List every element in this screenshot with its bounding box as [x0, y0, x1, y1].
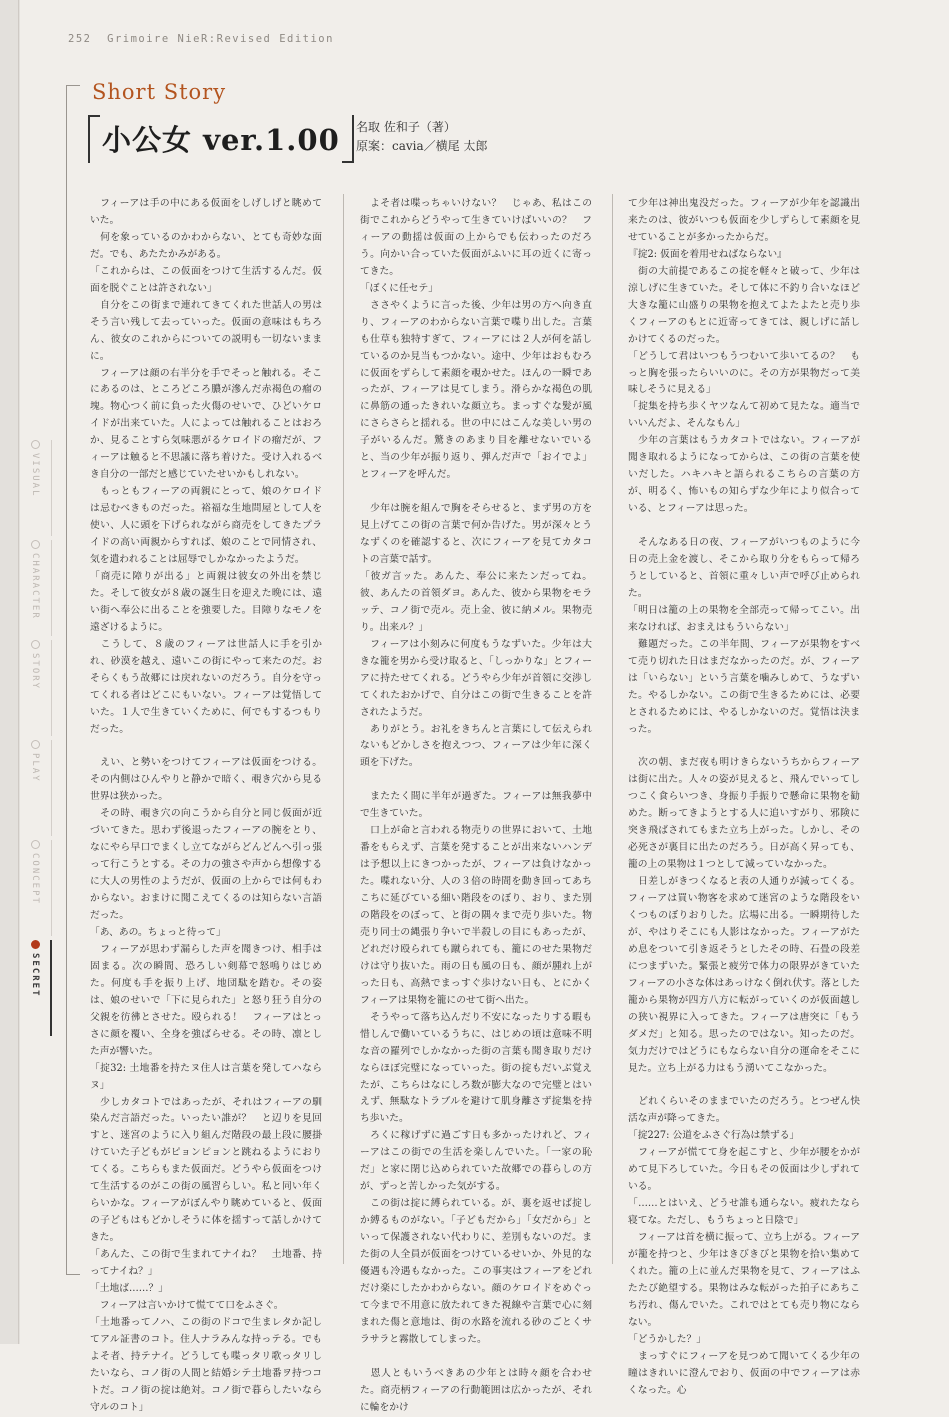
- paragraph: 日差しがきつくなると表の人通りが減ってくる。フィーアは買い物客を求めて迷宮のような階段をいくつものぼりおりした。広場に出る。一瞬期待したが、やはりそこにも人影はなかった。フィーアがため息をついて引き返そうとしたその時、石畳の段差につまずいた。緊張と疲労で体力の限界がきていたフィーアの小さな体はあっけなく倒れ伏す。落とした籠から果物が四方八方に転がっていくのが仮面越しの狭い視界に入ってきた。フィーアは唐突に「もうダメだ」と知る。思ったのではない。知ったのだ。気力だけではどうにもならない自分の運命をそこに見た。立ち上がる力はもう湧いてこなかった。: [628, 876, 860, 1074]
- paragraph: よそ者は喋っちゃいけない？ じゃあ、私はこの街でこれからどうやって生きていけばいいの？ フィーアの動揺は仮面の上からでも伝わったのだろう。向かい合っていた仮面がふいに耳の近くに寄ってきた。: [360, 198, 592, 277]
- paragraph: フィーアが思わず漏らした声を聞きつけ、相手は固まる。次の瞬間、恐ろしい剣幕で怒鳴りはじめた。何度も手を振り上げ、地団駄を踏む。その姿は、娘のせいで「下に見られた」と怒り狂う自分の父親を彷彿とさせた。殴られる！ フィーアはとっさに顔を覆い、全身を強ばらせる。その時、凛とした声が響いた。: [90, 943, 322, 1057]
- paragraph-gap: [360, 772, 592, 789]
- title-bracket-right: [342, 115, 354, 163]
- paragraph: 「掟集を持ち歩くヤツなんて初めて見たな。適当でいいんだよ、そんなもん」: [628, 401, 860, 430]
- paragraph: 「どうして君はいつもうつむいて歩いてるの？ もっと胸を張ったらいいのに。その方が果物だって美味しそうに見える」: [628, 350, 860, 396]
- circle-icon: [31, 740, 40, 749]
- side-nav-label: VISUAL: [30, 453, 40, 498]
- side-nav-separator: [51, 740, 52, 836]
- side-nav-item-character[interactable]: [26, 540, 44, 640]
- paragraph: 「ぼくに任セテ」: [360, 282, 438, 294]
- side-nav-separator: [51, 640, 52, 736]
- paragraph: まっすぐにフィーアを見つめて聞いてくる少年の瞳はきれいに澄んでおり、仮面の中でフィーアは赤くなった。心: [628, 1350, 860, 1396]
- paragraph: 少年の言葉はもうカタコトではない。フィーアが聞き取れるようになってからは、この街の言葉を使いだした。ハキハキと語られるこちらの言葉の方が、明るく、怖いもの知らずな少年により似合っている、とフィーアは思った。: [628, 435, 860, 515]
- content-bracket-bottom: [66, 1274, 80, 1275]
- paragraph: 「掟227: 公道をふさぐ行為は禁ずる」: [628, 1130, 800, 1142]
- content-bracket-top: [66, 85, 80, 86]
- paragraph: フィーアは小刻みに何度もうなずいた。少年は大きな籠を男から受け取ると、「しっかりな」とフィーアに持たせてくれる。どうやら少年が首領に交渉してくれたおかげで、自分はこの街で生きることを許されたようだ。: [360, 638, 592, 718]
- side-nav-label: PLAY: [30, 753, 40, 783]
- paragraph: 『掟2: 仮面を着用せねばならない』: [628, 248, 787, 260]
- paragraph: えい、と勢いをつけてフィーアは仮面をつける。その内側はひんやりと静かで暗く、覗き穴から見る世界は狭かった。: [90, 757, 322, 803]
- story-credits: [356, 118, 487, 156]
- side-nav-separator: [51, 540, 52, 636]
- paragraph: どれくらいそのままでいたのだろう。とつぜん快活な声が降ってきた。: [628, 1096, 860, 1125]
- side-nav-separator: [51, 440, 52, 536]
- paragraph: フィーアは首を横に振って、立ち上がる。フィーアが籠を持つと、少年はきびきびと果物を拾い集めてくれた。籠の上に並んだ果物を見て、フィーアはふたたび絶望する。果物はみな転がった拍子にあちこち汚れ、傷んでいた。これではとても売り物にならない。: [628, 1232, 860, 1328]
- paragraph: 「商売に障りが出る」と両親は彼女の外出を禁じた。そして彼女が８歳の誕生日を迎えた晩には、遠い街へ奉公に出ることを強要した。目障りなモノを遠ざけるように。: [90, 570, 322, 633]
- paragraph: 「どうかした？」: [628, 1333, 706, 1345]
- book-title: Grimoire NieR:Revised Edition: [107, 33, 334, 45]
- paragraph: 自分をこの街まで連れてきてくれた世話人の男はそう言い残して去っていった。仮面の意味はもちろん、彼女のこれからについての説明も一切ないままに。: [90, 299, 322, 362]
- side-nav-label: CONCEPT: [30, 853, 40, 905]
- column-divider: [612, 194, 613, 1264]
- page-number: 252: [68, 33, 92, 45]
- side-nav-label: CHARACTER: [30, 553, 40, 620]
- paragraph: フィーアは手の中にある仮面をしげしげと眺めていた。: [90, 198, 322, 226]
- paragraph: そんなある日の夜、フィーアがいつものように今日の売上金を渡し、そこから取り分をもらって帰ろうとしていると、首領に重々しい声で呼び止められた。: [628, 537, 860, 599]
- paragraph: フィーアが慌てて身を起こすと、少年が腰をかがめて見下ろしていた。今日もその仮面は少しずれている。: [628, 1147, 860, 1193]
- paragraph: ろくに稼げずに過ごす日も多かったけれど、フィーアはこの街での生活を楽しんでいた。「一家の恥だ」と家に閉じ込められていた故郷での暮らしの方が、ずっと苦しかった気がする。: [360, 1130, 592, 1193]
- paragraph: 「これからは、この仮面をつけて生活するんだ。仮面を脱ぐことは許されない」: [90, 265, 322, 294]
- text-column-2: [360, 196, 592, 1417]
- paragraph: フィーアは顔の右半分を手でそっと触れる。そこにあるのは、ところどころ膿が滲んだ赤褐色の瘤の塊。物心つく前に負った火傷のせいで、ひどいケロイドが出来ていた。人によっては触れることはおろか、見ることすら気味悪がるケロイドの瘤だが、フィーアは触ると不思議に落ち着けた。受け入れるべき自分の一部だと感じていたせいかもしれない。: [90, 367, 322, 481]
- paragraph-gap: [90, 739, 322, 756]
- paragraph: 「……とはいえ、どうせ誰も通らない。疲れたなら寝てな。ただし、もうちょっと日陰で」: [628, 1198, 860, 1227]
- side-nav-item-visual[interactable]: [26, 440, 44, 540]
- paragraph: 難題だった。この半年間、フィーアが果物をすべて売り切れた日はまだなかったのだ。が、フィーアは「いらない」という言葉を噛みしめて、うなずいた。やるしかない。この街で生きるためには、必要とされるためには、やるしかないのだ。覚悟は決まった。: [628, 638, 860, 735]
- section-side-nav: [26, 440, 44, 1040]
- paragraph: その時、覗き穴の向こうから自分と同じ仮面が近づいてきた。思わず後退ったフィーアの腕をとり、なにやら早口でまくし立てながらどんどんへ引っ張って行こうとする。その力の強さや声から想像するに大人の男性のようだが、仮面の上からでは何もわからない。おまけに聞こえてくるのは知らない言語だった。: [90, 808, 322, 922]
- side-nav-separator: [50, 940, 52, 1036]
- paragraph: こうして、８歳のフィーアは世話人に手を引かれ、砂漠を越え、遠いこの街にやって来たのだ。おそらくもう故郷には戻れないのだろう。自分を守ってくれる者はどこにもいない。フィーアは覚悟していた。１人で生きていくために、何でもするつもりだった。: [90, 638, 322, 735]
- text-column-1: [90, 196, 322, 1417]
- paragraph: そうやって落ち込んだり不安になったりする暇も惜しんで働いているうちに、はじめの頃は意味不明な音の羅列でしかなかった街の言葉も聞き取りだけならほぼ完璧になっていった。街の掟もだいぶ覚えたが、こちらはなにしろ数が膨大なので完璧とはいえず、無駄なトラブルを避けて肌身離さず掟集を持ち歩いた。: [360, 1011, 592, 1125]
- paragraph-gap: [360, 1349, 592, 1366]
- side-nav-item-concept[interactable]: [26, 840, 44, 940]
- page-binding-line: [18, 0, 19, 1344]
- text-column-3: [628, 196, 860, 1400]
- page-binding-edge: [0, 0, 20, 1344]
- section-label: Short Story: [92, 80, 227, 104]
- paragraph: 口上が命と言われる物売りの世界において、土地番をもらえず、言葉を発することが出来ないハンデは予想以上にきつかったが、フィーアは負けなかった。喋れない分、人の３倍の時間を動き回ってあちこちに延びている細い階段をのぼり、おり、また別の階段をのぼって、と街の隅々まで売り歩いた。物売り同士の縄張り争いで半殺しの目にもあったが、どれだけ殴られても蹴られても、籠にのせた果物だけは守り抜いた。雨の日も風の日も、顔が腫れ上がった日も、高熱でまっすぐ歩けない日も、とにかくフィーアは果物を籠にのせて街へ出た。: [360, 825, 592, 1006]
- side-nav-label: STORY: [30, 653, 40, 691]
- paragraph-gap: [360, 484, 592, 501]
- paragraph: ありがとう。お礼をきちんと言葉にして伝えられないもどかしさを抱えつつ、フィーアは少年に深く頭を下げた。: [360, 723, 592, 769]
- paragraph: 「明日は籠の上の果物を全部売って帰ってこい。出来なければ、おまえはもういらない」: [628, 604, 860, 633]
- paragraph: この街は掟に縛られている。が、裏を返せば掟しか縛るものがない。「子どもだから」「女だから」といって保護されない代わりに、差別もないのだ。また街の人全員が仮面をつけているせいか、外見的な優遇も冷遇もなかった。この事実はフィーアをどれだけ楽にしたかわからない。顔のケロイドをめぐって今まで不用意に放たれてきた視線や言葉で心に刻まれた傷と意地は、街の水路を流れる砂のごとくサラサラと霧散してしまった。: [360, 1198, 592, 1345]
- side-nav-separator: [51, 840, 52, 936]
- paragraph: 「あんた、この街で生まれてナイね？ 土地番、持ってナイね？」: [90, 1249, 322, 1278]
- circle-icon: [31, 840, 40, 849]
- paragraph: 街の大前提であるこの掟を軽々と破って、少年は涼しげに生きていた。そして体に不釣り合いなほど大きな籠に山盛りの果物を抱えてよたよたと売り歩くフィーアのもとに近寄ってきては、親しげに話しかけてくるのだった。: [628, 265, 860, 345]
- paragraph-gap: [628, 1078, 860, 1095]
- content-bracket: [66, 85, 67, 1275]
- author-credit: 名取 佐和子（著）: [356, 120, 456, 134]
- paragraph: 「彼ガ言ッた。あんた、奉公に来たンだってね。彼、あんたの首領ダヨ。あんた、彼から果物をモラッテ、コノ街で売ル。売上金、彼に納メル。果物売り。出来ル？」: [360, 570, 592, 633]
- running-header: [68, 33, 334, 45]
- paragraph: もっともフィーアの両親にとって、娘のケロイドは忌むべきものだった。裕福な生地問屋として人を使い、人に頭を下げられながら商売をしてきたプライドの高い両親からすれば、娘のことで同情され、気を遣われることは屈辱でしかなかったようだ。: [90, 486, 322, 566]
- paragraph: 次の朝、まだ夜も明けきらないうちからフィーアは街に出た。人々の姿が見えると、飛んでいってしつこく食らいつき、身振り手振りで懸命に果物を勧めた。断ってきようとする人に追いすがり、邪険に突き飛ばされてもまた立ち上がった。しかし、その必死さが裏目に出たのだろう。日が高く昇っても、籠の上の果物は１つとして減っていなかった。: [628, 757, 860, 871]
- paragraph: 「土地番ってノハ、この街のドコで生まレタか記してアル証書のコト。住人ナラみんな持っテる。でもよそ者、持テナイ。どうしても喋っタリ歌っタリしたいなら、コノ街の人間と結婚シテ土地番ヲ持つコトだ。コノ街の掟は絶対。コノ街で暮らしたいなら守ルのコト」: [90, 1316, 322, 1413]
- side-nav-item-play[interactable]: [26, 740, 44, 840]
- circle-icon: [31, 640, 40, 649]
- original-credit: 原案：cavia／横尾 太郎: [356, 139, 488, 153]
- paragraph: 「土地ば……？」: [90, 1282, 168, 1294]
- paragraph: 少年は腕を組んで胸をそらせると、まず男の方を見上げてこの街の言葉で何か告げた。男が深々とうなずくのを確認すると、次にフィーアを見てカタコトの言葉で話す。: [360, 503, 592, 565]
- circle-icon: [31, 540, 40, 549]
- side-nav-item-story[interactable]: [26, 640, 44, 740]
- column-divider: [343, 194, 344, 1264]
- paragraph: 「掟32: 土地番を持たヌ住人は言葉を発してハならヌ」: [90, 1062, 322, 1091]
- paragraph-gap: [628, 738, 860, 755]
- paragraph: ささやくように言った後、少年は男の方へ向き直り、フィーアのわからない言葉で喋り出した。言葉も仕草も独特すぎて、フィーアには２人が何を話しているのか見当もつかない。途中、少年はおもむろに仮面をずらして素顔を覗かせた。ほんの一瞬であったが、フィーアは見てしまう。滑らかな褐色の肌に鼻筋の通ったきれいな顔立ち。まっすぐな髪が風にさらさらと揺れる。世の中にはこんな美しい男の子がいるんだ。驚きのあまり目を離せないでいると、当の少年が振り返り、弾んだ声で「おイでよ」とフィーアを呼んだ。: [360, 299, 592, 481]
- paragraph: フィーアは言いかけて慌てて口をふさぐ。: [90, 1299, 284, 1311]
- paragraph: 「あ、あの。ちょっと待って」: [90, 926, 226, 938]
- title-bracket-left: [88, 115, 100, 163]
- paragraph: 少しカタコトではあったが、それはフィーアの馴染んだ言語だった。いったい誰が？ と辺りを見回すと、迷宮のように入り組んだ階段の最上段に腰掛けていた子どもがピョンピョンと跳ねるようにおりてくる。こちらもまた仮面だ。どうやら仮面をつけて生活するのがこの街の風習らしい。私と同い年くらいかな。フィーアがぽんやり眺めていると、仮面の子どもはもどかしそうに体を揺すって話しかけてきた。: [90, 1096, 322, 1244]
- paragraph-gap: [628, 518, 860, 535]
- side-nav-item-secret[interactable]: [26, 940, 44, 1040]
- story-title-box: [88, 115, 354, 161]
- circle-icon: [31, 440, 40, 449]
- paragraph: 恩人ともいうべきあの少年とは時々顔を合わせた。商売柄フィーアの行動範囲は広かったが、それに輪をかけ: [360, 1367, 592, 1413]
- story-title: 小公女 ver.1.00: [102, 122, 340, 157]
- paragraph: 何を象っているのかわからない、とても奇妙な面だ。でも、あたたかみがある。: [90, 231, 322, 260]
- circle-icon: [31, 940, 40, 949]
- paragraph: またたく間に半年が過ぎた。フィーアは無我夢中で生きていた。: [360, 791, 592, 820]
- side-nav-label: SECRET: [30, 953, 40, 998]
- paragraph: て少年は神出鬼没だった。フィーアが少年を認識出来たのは、彼がいつも仮面を少しずらして素顔を見せていることが多かったからだ。: [628, 198, 860, 243]
